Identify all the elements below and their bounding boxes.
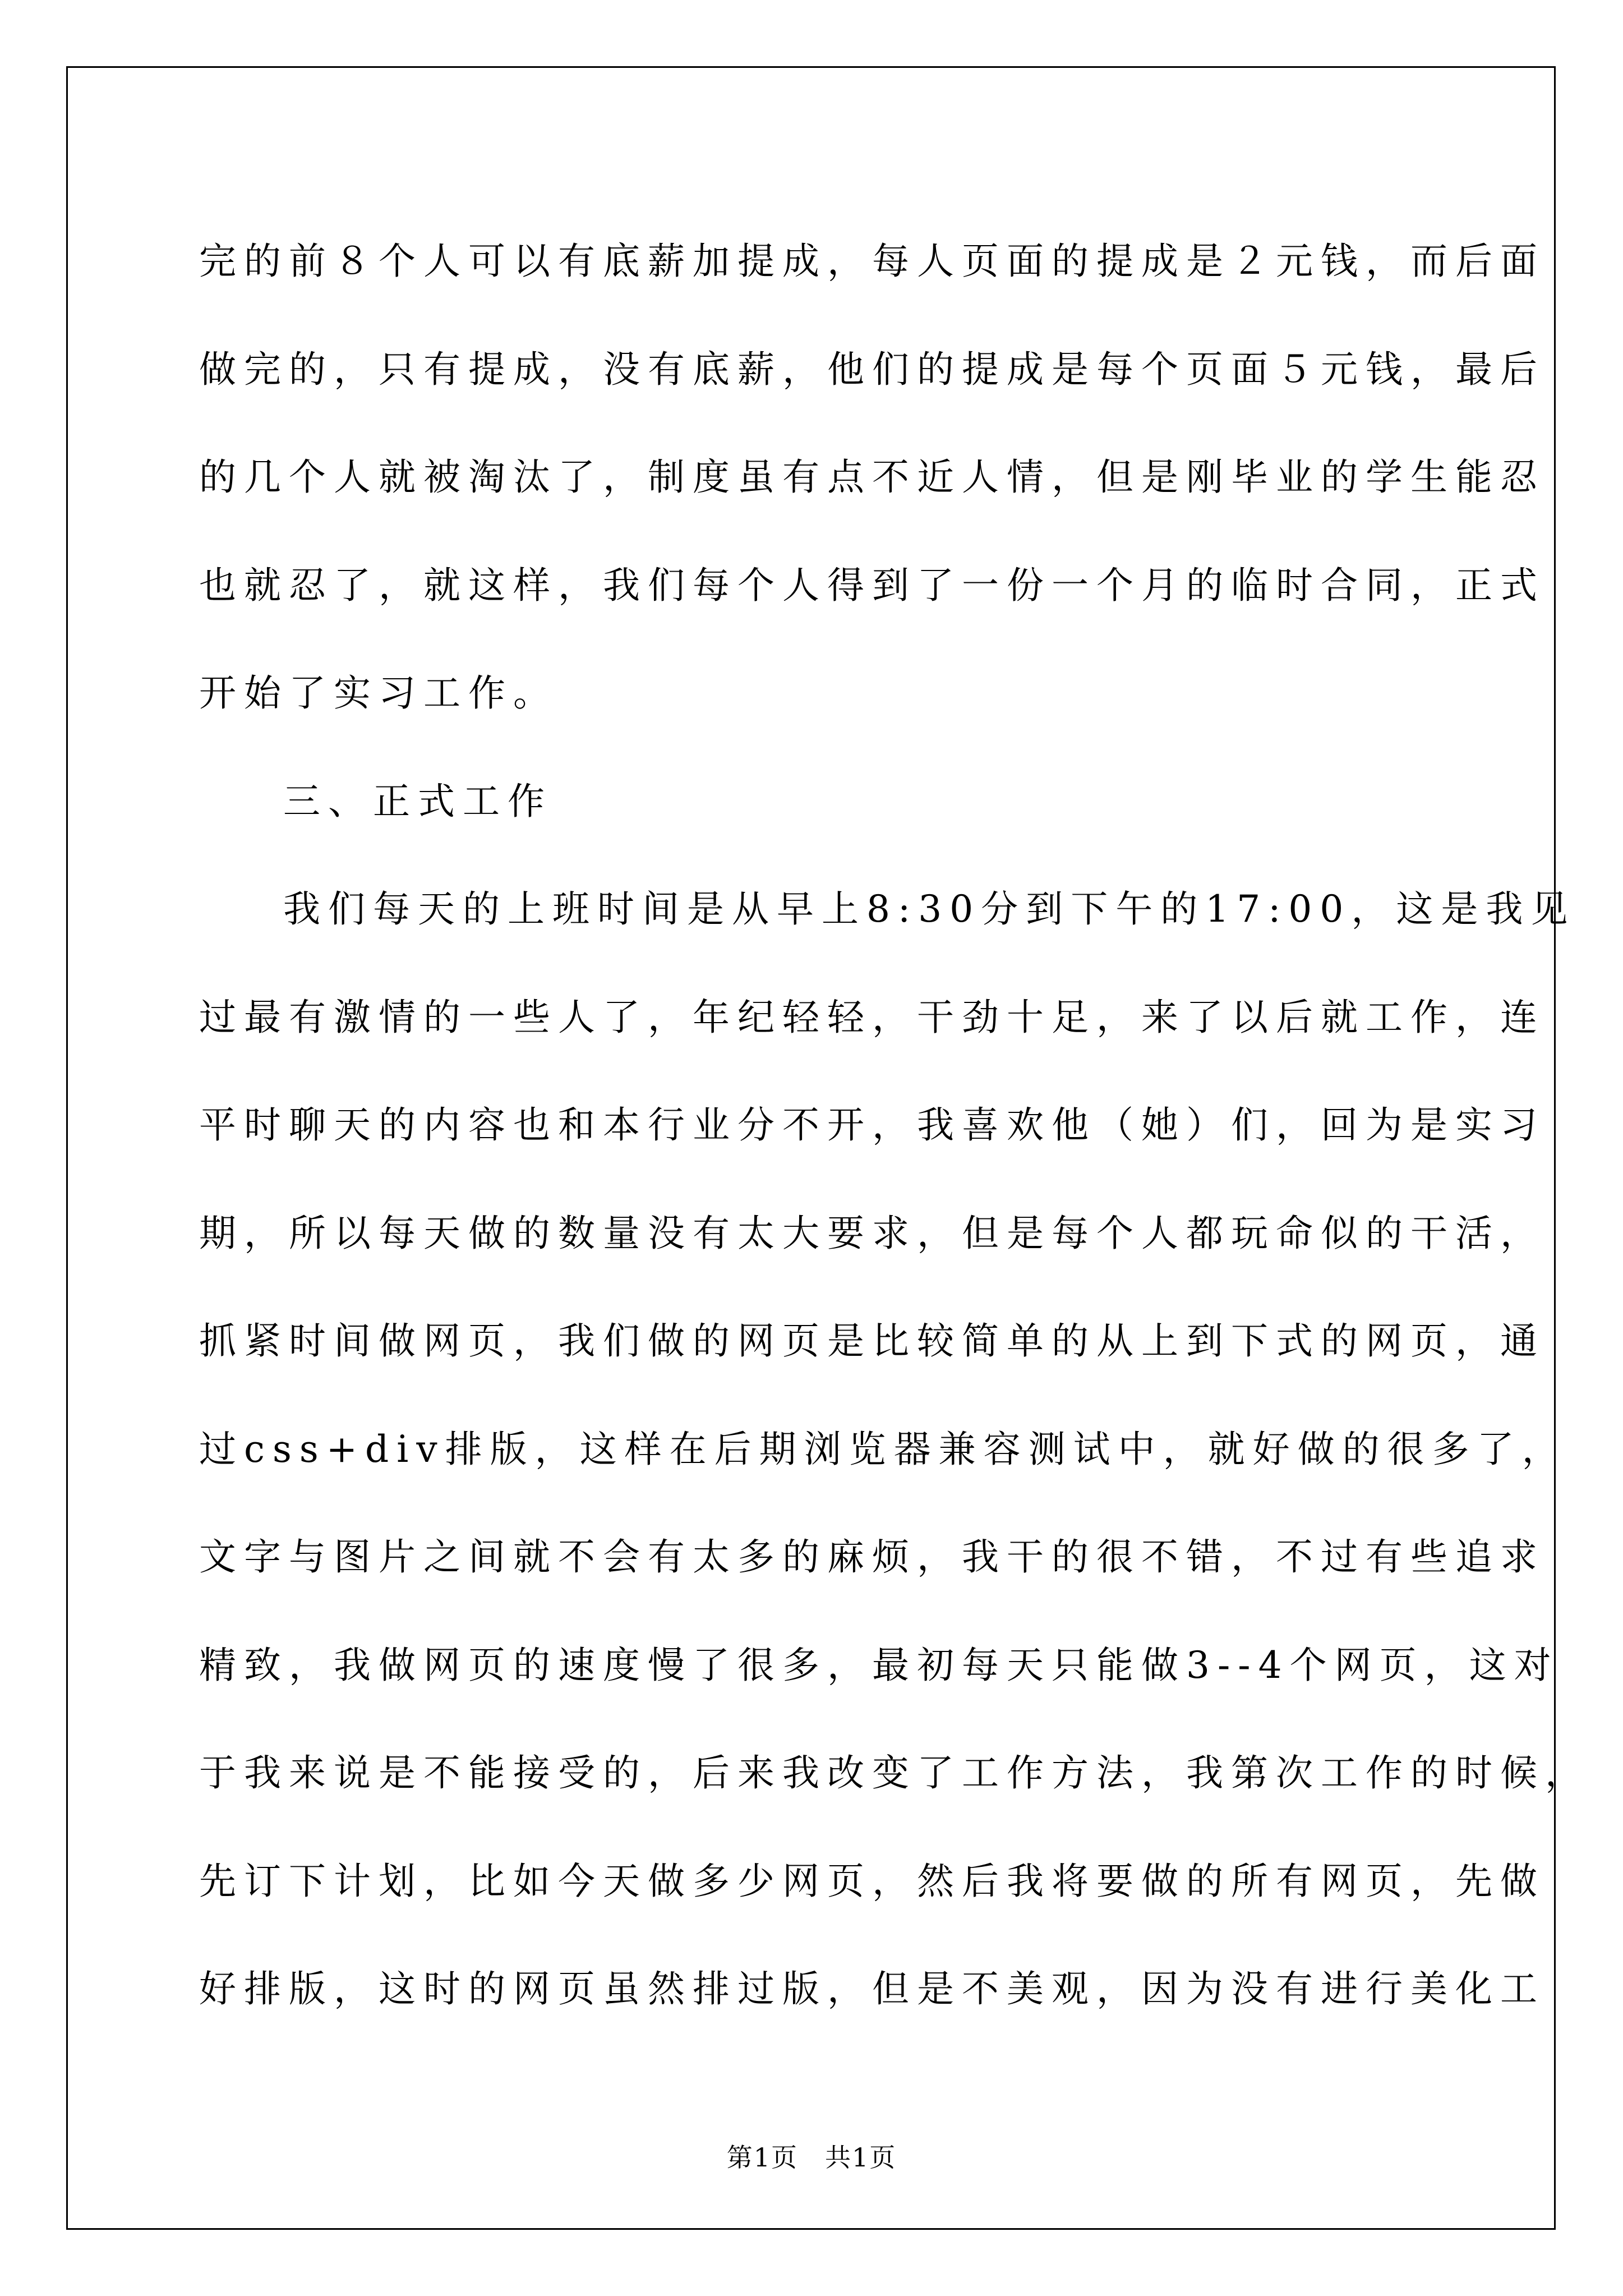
text-line: 过css+div排版，这样在后期浏览器兼容测试中，就好做的很多了， — [199, 1427, 1567, 1471]
text-line: 文字与图片之间就不会有太多的麻烦，我干的很不错，不过有些追求 — [199, 1535, 1545, 1579]
text-line: 精致，我做网页的速度慢了很多，最初每天只能做3--4个网页，这对 — [199, 1643, 1559, 1687]
text-line: 先订下计划，比如今天做多少网页，然后我将要做的所有网页，先做 — [199, 1859, 1545, 1903]
document-body — [199, 208, 1590, 2044]
text-line: 完的前８个人可以有底薪加提成，每人页面的提成是２元钱，而后面 — [199, 240, 1545, 283]
text-line: 过最有激情的一些人了，年纪轻轻，干劲十足，来了以后就工作，连 — [199, 995, 1545, 1039]
text-line: 平时聊天的内容也和本行业分不开，我喜欢他（她）们，回为是实习 — [199, 1103, 1545, 1147]
text-line: 开始了实习工作。 — [199, 671, 558, 715]
text-line: 做完的，只有提成，没有底薪，他们的提成是每个页面５元钱，最后 — [199, 347, 1545, 391]
text-line: 于我来说是不能接受的，后来我改变了工作方法，我第次工作的时候， — [199, 1751, 1590, 1795]
text-line: 的几个人就被淘汰了，制度虽有点不近人情，但是刚毕业的学生能忍 — [199, 455, 1545, 499]
text-line: 我们每天的上班时间是从早上8:30分到下午的17:00，这是我见 — [283, 887, 1576, 931]
text-line: 抓紧时间做网页，我们做的网页是比较简单的从上到下式的网页，通 — [199, 1319, 1545, 1363]
page-footer: 第1页 共1页 — [726, 2142, 897, 2173]
section-heading: 三、正式工作 — [283, 779, 552, 823]
text-line: 好排版，这时的网页虽然排过版，但是不美观，因为没有进行美化工 — [199, 1967, 1545, 2010]
text-line: 期，所以每天做的数量没有太大要求，但是每个人都玩命似的干活， — [199, 1211, 1545, 1255]
text-line: 也就忍了，就这样，我们每个人得到了一份一个月的临时合同，正式 — [199, 563, 1545, 607]
